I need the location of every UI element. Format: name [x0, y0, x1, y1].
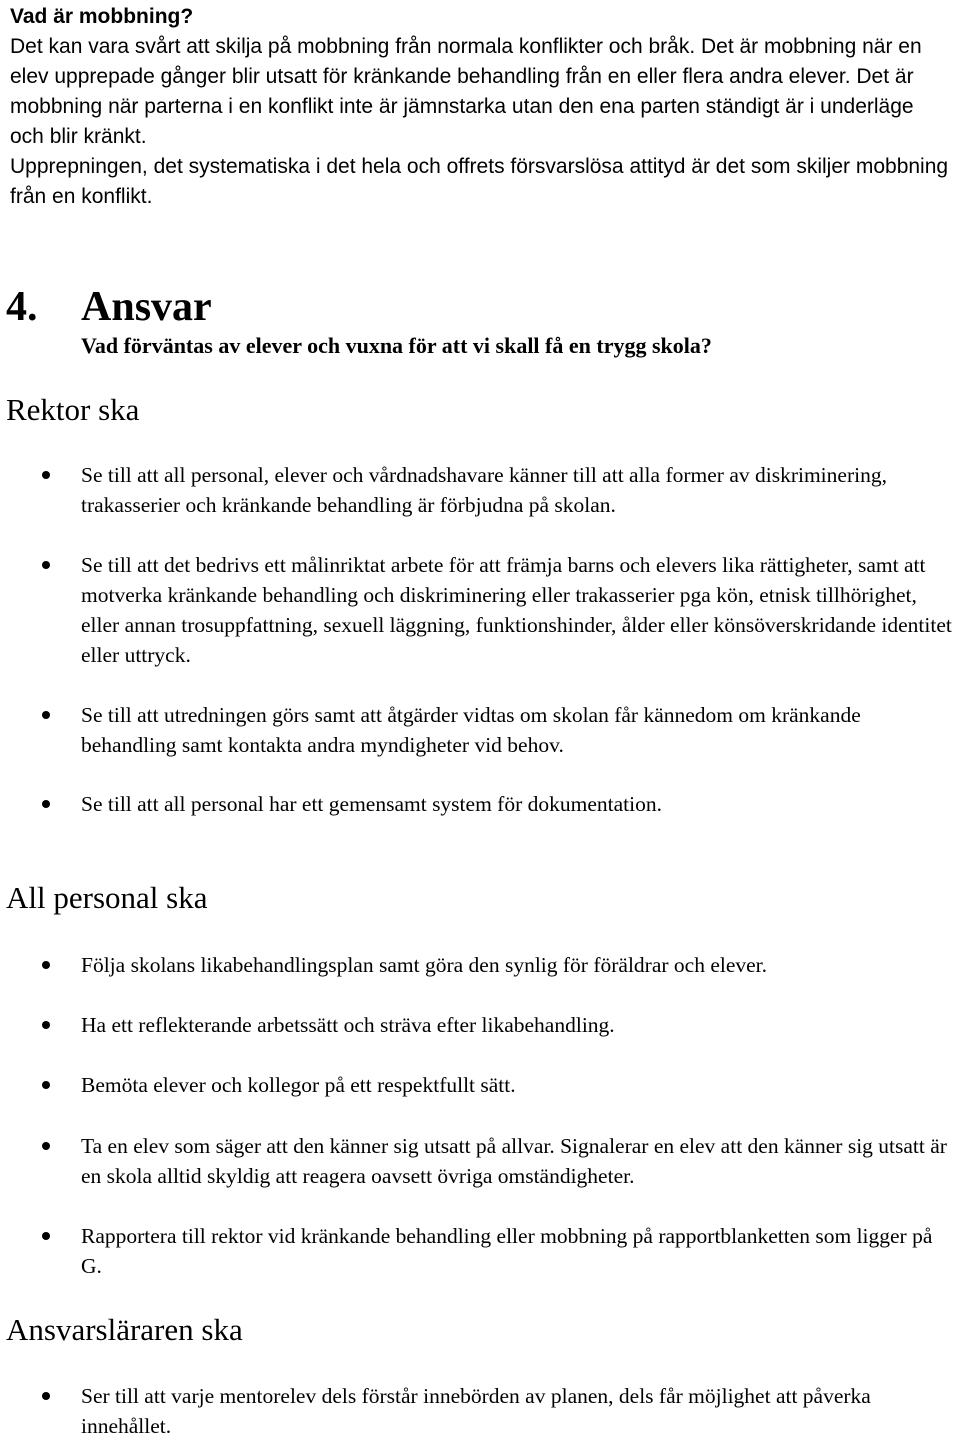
bullet-icon — [42, 1021, 50, 1029]
intro-block — [10, 2, 950, 212]
bullet-icon — [42, 1232, 50, 1240]
list-item-text: Ha ett reflekterande arbetssätt och sträva efter likabehandling. — [81, 1013, 615, 1037]
list-item-text: Ser till att varje mentorelev dels förstår innebörden av planen, dels får möjlighet att påverka innehållet. — [81, 1384, 871, 1438]
section-number: 4. — [6, 284, 38, 330]
intro-question: Vad är mobbning? — [10, 5, 194, 28]
intro-paragraph-2: Upprepningen, det systematiska i det hela och offrets försvarslösa attityd är det som skiljer mobbning från en konflikt. — [10, 155, 949, 208]
bullet-icon — [42, 961, 50, 969]
section-title: Ansvar — [81, 284, 212, 330]
list-item-text: Se till att det bedrivs ett målinriktat arbete för att främja barns och elevers lika rättigheter, samt att motverka kränkande behandling och diskriminering eller trakasserier pga kön, etnisk tillhörighet, eller annan trosuppfattning, sexuell läggning, funktionshinder, ålder eller könsöverskridande identitet eller uttryck. — [81, 553, 952, 667]
list-item-text: Bemöta elever och kollegor på ett respektfullt sätt. — [81, 1073, 516, 1097]
list-item-text: Följa skolans likabehandlingsplan samt göra den synlig för föräldrar och elever. — [81, 953, 768, 977]
bullet-icon — [42, 471, 50, 479]
rektor-heading: Rektor ska — [6, 392, 140, 427]
ansvarslararen-heading: Ansvarsläraren ska — [6, 1312, 243, 1347]
bullet-icon — [42, 1392, 50, 1400]
list-item-text: Se till att utredningen görs samt att åtgärder vidtas om skolan får kännedom om kränkande behandling samt kontakta andra myndigheter vid behov. — [81, 703, 861, 757]
bullet-icon — [42, 800, 50, 808]
bullet-icon — [42, 561, 50, 569]
list-item-text: Se till att all personal har ett gemensamt system för dokumentation. — [81, 792, 662, 816]
list-item-text: Ta en elev som säger att den känner sig utsatt på allvar. Signalerar en elev att den känner sig utsatt är en skola alltid skyldig att reagera oavsett övriga omständigheter. — [81, 1134, 947, 1188]
list-item-text: Rapportera till rektor vid kränkande behandling eller mobbning på rapportblanketten som ligger på G. — [81, 1224, 933, 1278]
bullet-icon — [42, 711, 50, 719]
bullet-icon — [42, 1142, 50, 1150]
bullet-icon — [42, 1081, 50, 1089]
intro-paragraph-1: Det kan vara svårt att skilja på mobbning från normala konflikter och bråk. Det är mobbning när en elev upprepade gånger blir utsatt för kränkande behandling från en eller flera andra elever. Det är mobbning när parterna i en konflikt inte är jämnstarka utan den ena parten ständigt är i underläge och blir kränkt. — [10, 35, 922, 148]
list-item-text: Se till att all personal, elever och vårdnadshavare känner till att alla former av diskriminering, trakasserier och kränkande behandling är förbjudna på skolan. — [81, 463, 887, 517]
section-subtitle: Vad förväntas av elever och vuxna för att vi skall få en trygg skola? — [81, 333, 712, 358]
all-personal-heading: All personal ska — [6, 880, 208, 915]
section-heading — [6, 282, 212, 332]
